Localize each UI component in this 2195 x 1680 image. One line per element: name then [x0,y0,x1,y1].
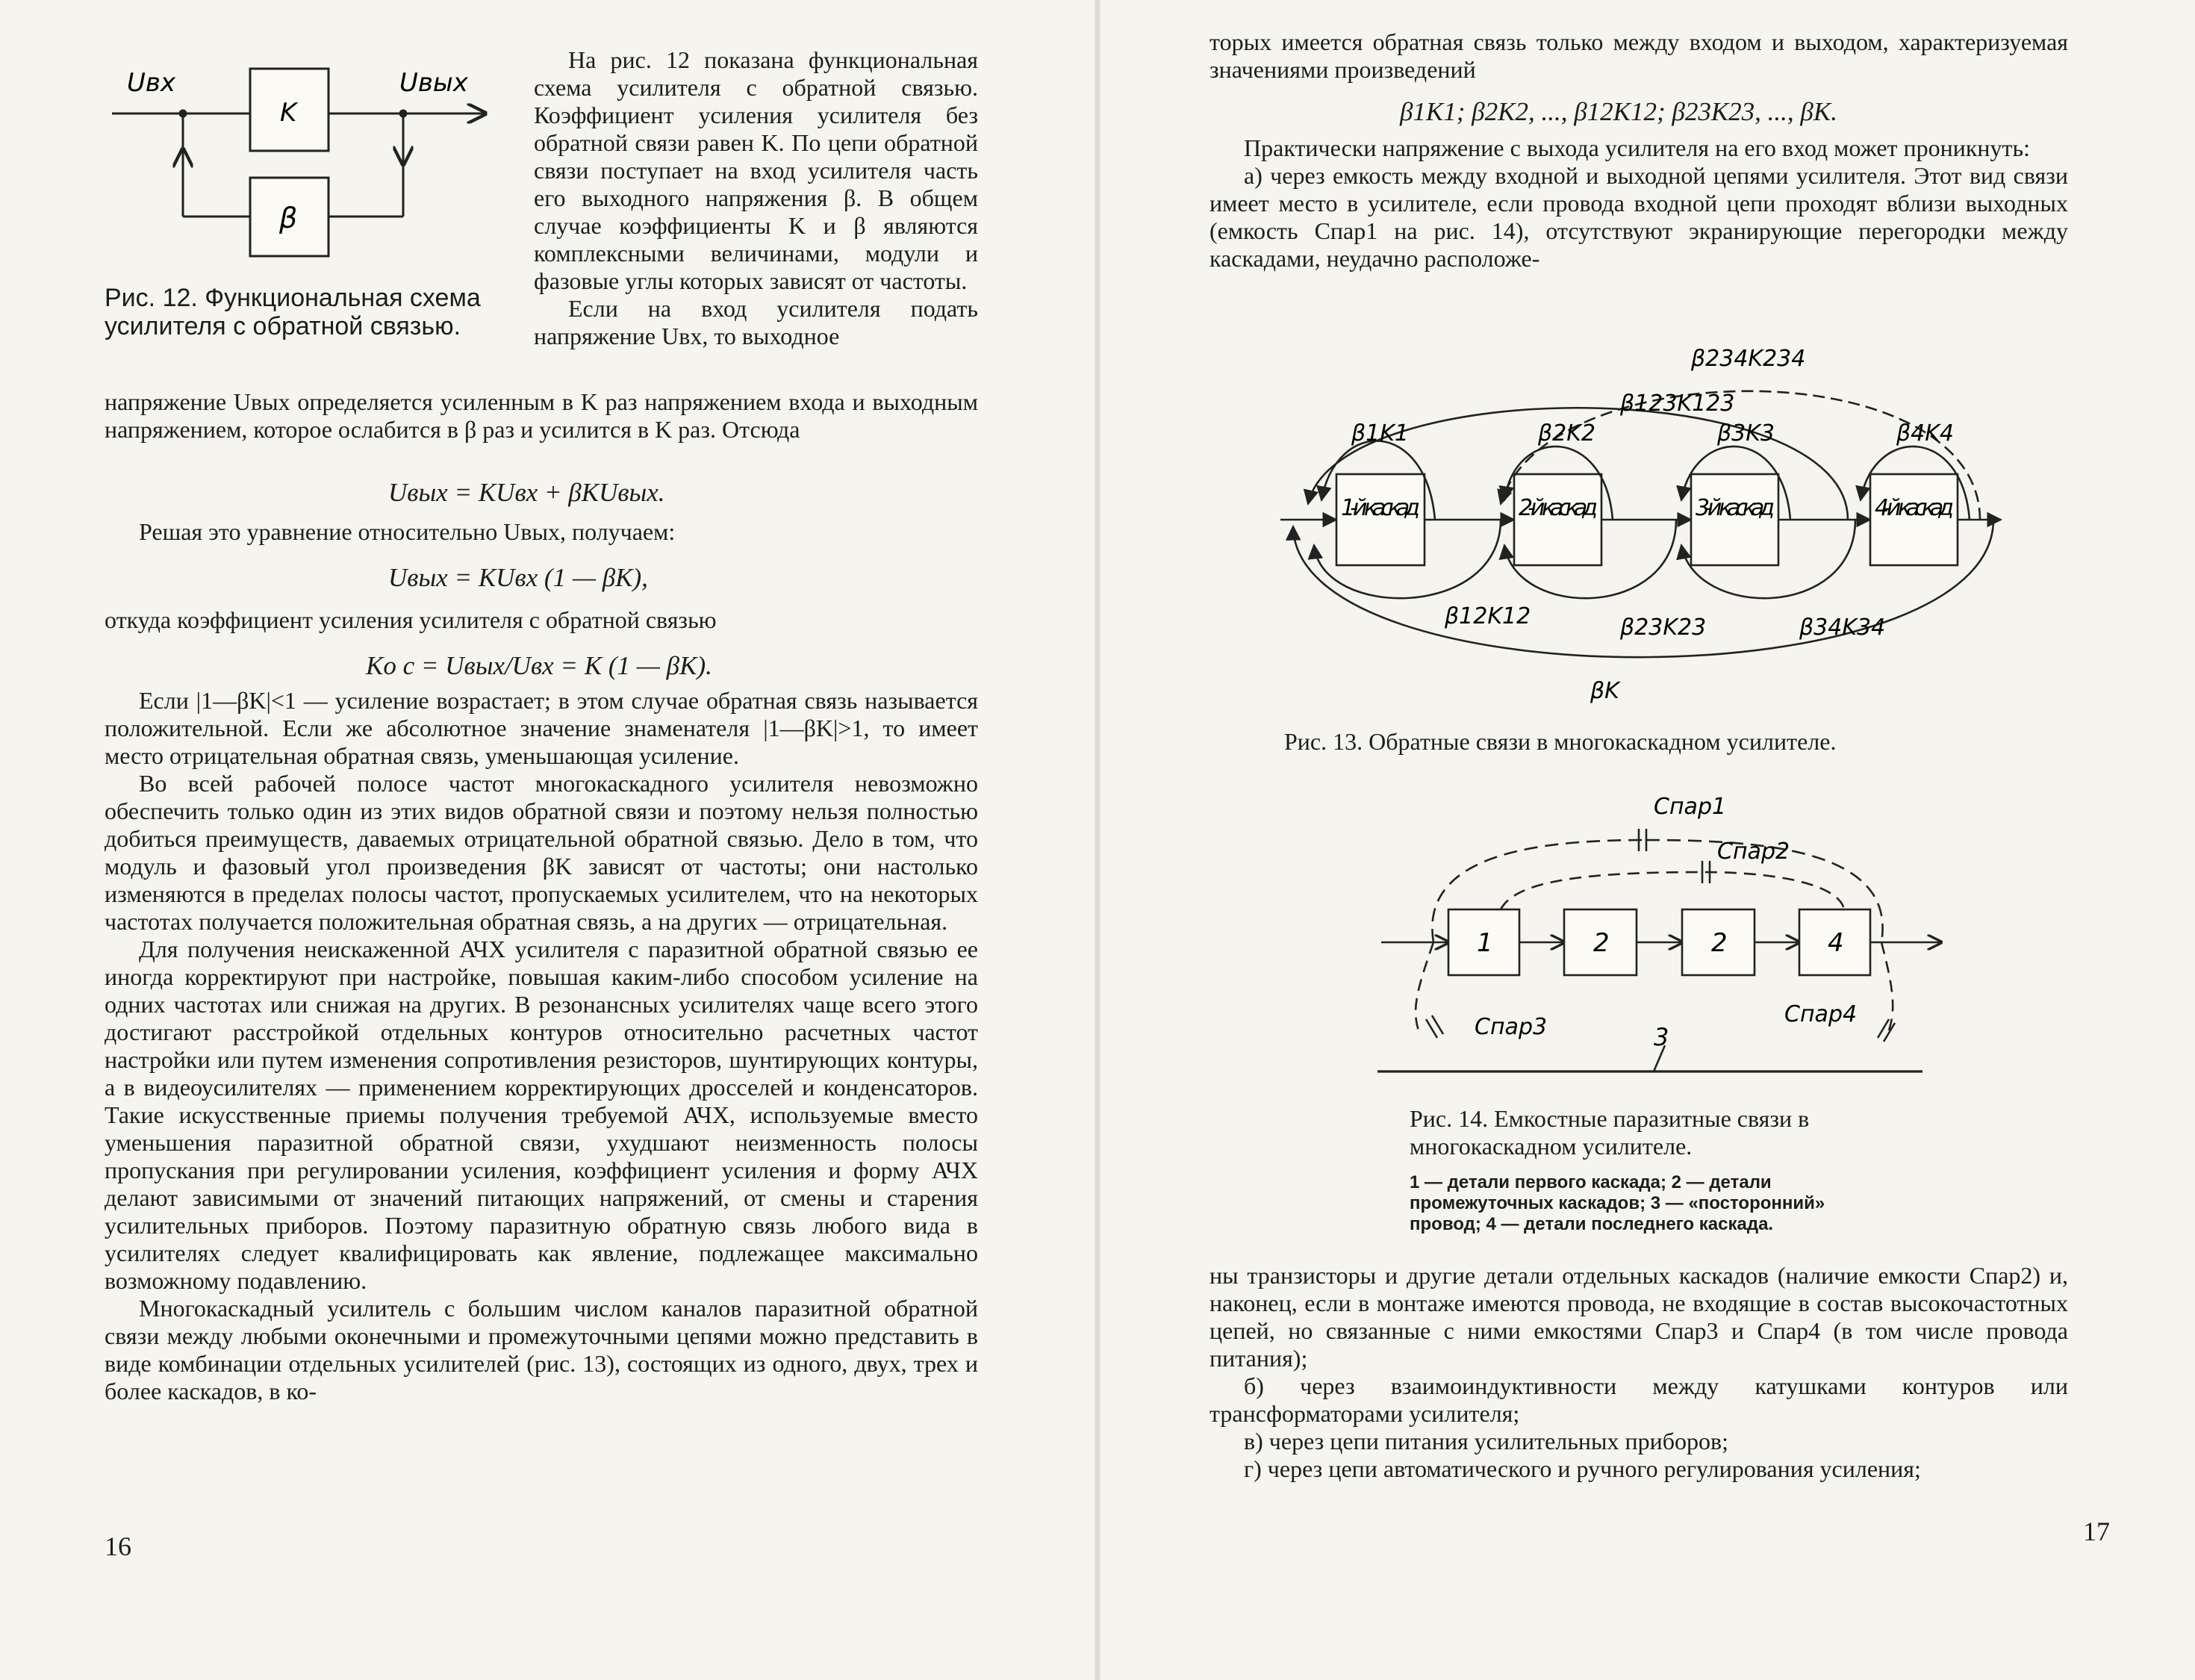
para-band: Во всей рабочей полосе частот многокаскадного усилителя невозможно обеспечить только один из этих видов обратной связи и поэтому нельзя полностью добиться преимуществ, даваемых отрицательной обратной связью. Дело в том, что модуль и фазовый угол произведения βK зависят от частоты; они настолько изменяются в пределах полосы частот, пропускаемых усилителем, что на некоторых частотах получается положительная обратная связь, а на других — отрицательная. [105,770,978,935]
item-g: г) через цепи автоматического и ручного регулирования усиления; [1244,1455,1921,1482]
para-multi: Многокаскадный усилитель с большим числом каналов паразитной обратной связи между любыми оконечными и промежуточными цепями можно представить в виде комбинации отдельных усилителей (рис. 13), состоящих из одного, двух, трех и более каскадов, в ко- [105,1295,978,1404]
right-bottom-block [1209,1262,2068,1483]
right-top-block [1209,28,2068,84]
body-block [105,687,978,1405]
fig14-label-c4: Cпар4 [1784,1001,1858,1027]
fig13-label-b34k34: β34K34 [1799,615,1886,641]
formula-1: Uвых = KUвх + βKUвых. [388,478,665,507]
fig13-stage-1: 1-й каскад [1341,495,1420,521]
main-text-block [105,388,978,444]
para-achx: Для получения неискаженной АЧХ усилителя с паразитной обратной связью ее иногда корректируют при настройке, повышая каким-либо способом усиление на одних частотах или снижая на других. В резонансных усилителях чаще всего этого достигают расстройкой отдельных контуров относительно расчетных частот настройки или путем изменения сопротивления резисторов, шунтирующих контуры, а в видеоусилителях — применением корректирующих дросселей и конденсаторов. Такие искусственные приемы получения требуемой АЧХ, используемые вместо уменьшения паразитной обратной связи, ухудшают неизменность полосы пропускания при регулировании усиления, коэффициент усиления и форму АЧХ делают зависимыми от значений питающих напряжений, от смены и старения усилительных приборов. Поэтому паразитную обратную связь любого вида в усилителях следует квалифицировать как явление, подлежащее максимально возможному подавлению. [105,936,978,1294]
fig13-diagram [1098,329,2195,717]
fig13-label-b123k123: β123K123 [1620,391,1735,417]
right-page-number: 17 [2083,1516,2110,1546]
fig13-label-b4k4: β4K4 [1896,420,1954,447]
fig14-caption: Рис. 14. Емкостные паразитные связи в многокаскадном усилителе. [1410,1105,1810,1160]
fig13-label-b23k23: β23K23 [1620,615,1707,641]
fig13-caption: Рис. 13. Обратные связи в многокаскадном усилителе. [1284,728,1837,755]
practical-block [1209,134,2068,273]
intro-paragraph-block [534,46,978,350]
intro-paragraph: На рис. 12 показана функциональная схема усилителя с обратной связью. Коэффициент усиления усилителя без обратной связи равен K. По цепи обратной связи поступает на вход усилителя часть его выходного напряжения β. В общем случае коэффициенты K и β являются комплексными величинами, модули и фазовые углы которых зависят от частоты. [534,46,978,294]
fig13-label-b2k2: β2K2 [1538,420,1595,447]
formula-products: β1K1; β2K2, ..., β12K12; β23K23, ..., βK. [1400,97,1837,126]
fig14-label-c2: Cпар2 [1717,839,1790,865]
para-input-b: напряжение Uвых определяется усиленным в K раз напряжением входа и выходным напряжением, которое ослабится в β раз и усилится в K раз. Отсюда [105,388,978,443]
para-practical: Практически напряжение с выхода усилителя на его вход может проникнуть: [1244,134,2031,161]
fig12-block-beta: β [279,202,298,234]
fig14-block-2a: 2 [1593,928,1610,958]
fig14-label-c1: Cпар1 [1654,794,1727,820]
fig14-legend: 1 — детали первого каскада; 2 — детали промежуточных каскадов; 3 — «посторонний» провод; 4 — детали последнего каскада. [1410,1172,1825,1234]
fig12-label-out: Uвых [399,68,468,98]
item-b: б) через взаимоиндуктивности между катушками контуров или трансформаторами усилителя; [1209,1372,2068,1427]
left-page-number: 16 [105,1531,131,1561]
fig13-label-b12k12: β12K12 [1445,603,1531,629]
para-cont: ны транзисторы и другие детали отдельных каскадов (наличие емкости Cпар2) и, наконец, если в монтаже имеются провода, не входящие в состав высокочастотных цепей, но связанные с ними емкостями Cпар3 и Cпар4 (в том числе провода питания); [1209,1262,2068,1372]
fig12-block-k: K [280,98,297,128]
fig12-caption: Рис. 12. Функциональная схема усилителя с обратной связью. [105,284,481,340]
item-v: в) через цепи питания усилительных приборов; [1244,1428,1728,1455]
fig13-stage-2: 2-й каскад [1519,495,1598,521]
formula-2: Uвых = KUвх (1 — βK), [388,563,648,592]
fig14-block-2b: 2 [1711,928,1728,958]
fig14-diagram [1098,791,2195,1090]
whence-block [105,606,978,634]
right-page [1098,0,2195,1680]
fig14-block-1: 1 [1477,928,1493,958]
fig13-stage-4: 4-й каскад [1875,495,1954,521]
para-a: а) через емкость между входной и выходной цепями усилителя. Этот вид связи имеет место в усилителе, если провода входной цепи проходят вблизи выходных (емкость Cпар1 на рис. 14), отсутствуют экранирующие перегородки между каскадами, неудачно расположе- [1209,162,2068,272]
fig14-label-c3: Cпар3 [1475,1014,1548,1040]
fig13-label-bk: βK [1590,678,1619,704]
fig13-label-b1k1: β1K1 [1351,420,1409,447]
para-input-a: Если на вход усилителя подать напряжение Uвх, то выходное [534,295,978,349]
fig13-stage-3: 3-й каскад [1696,495,1775,521]
para-whence: откуда коэффициент усиления усилителя с обратной связью [105,606,717,633]
fig14-block-4: 4 [1828,928,1844,958]
fig12-label-in: Uвх [127,68,176,98]
para-solve: Решая это уравнение относительно Uвых, получаем: [139,518,676,545]
fig14-label-wire: 3 [1654,1023,1669,1051]
fig12-diagram [112,60,500,239]
fig13-label-b234k234: β234K234 [1691,346,1806,372]
fig13-label-b3k3: β3K3 [1717,420,1775,447]
para-top-a: торых имеется обратная связь только между входом и выходом, характеризуемая значениями произведений [1209,28,2068,83]
para-if: Если |1—βK|<1 — усиление возрастает; в этом случае обратная связь называется положительной. Если же абсолютное значение знаменателя |1—βK|>1, то имеет место отрицательная обратная связь, уменьшающая усиление. [105,687,978,769]
formula-3: Kо с = Uвых/Uвх = K (1 — βK). [366,651,712,680]
solve-block [105,518,978,546]
